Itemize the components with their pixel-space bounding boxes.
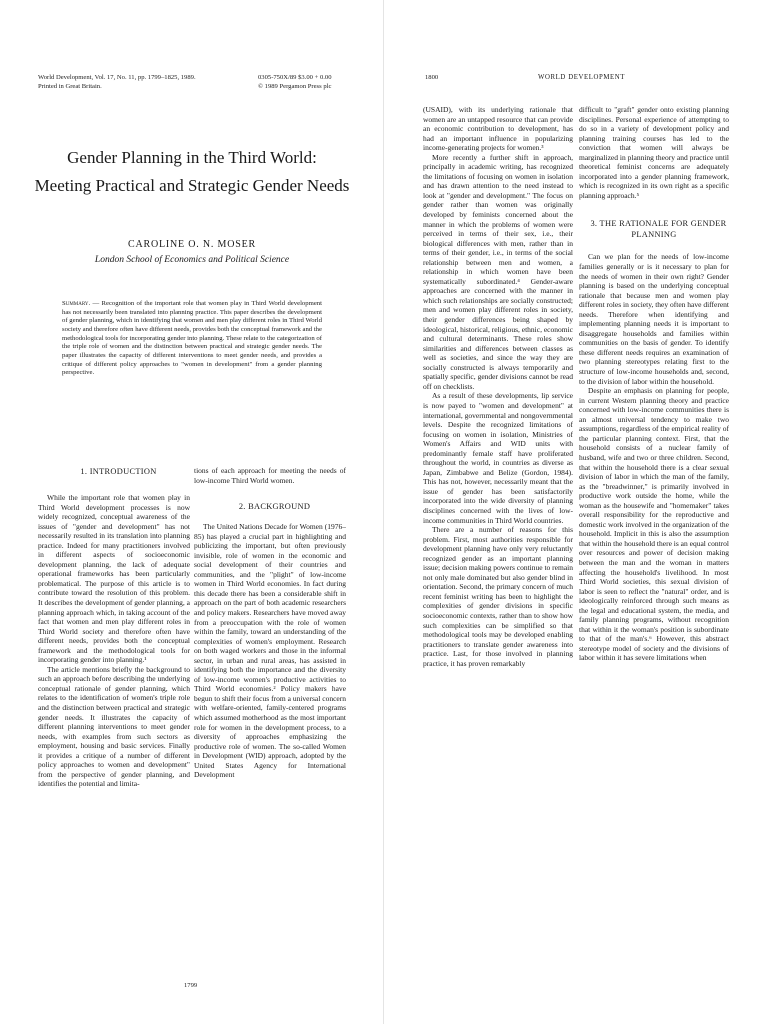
page-number: 1800 — [425, 74, 439, 81]
right-column-1 — [423, 105, 573, 985]
running-title: WORLD DEVELOPMENT — [538, 74, 626, 81]
paragraph-continuation: tions of each approach for meeting the needs of low-income Third World women. — [194, 466, 346, 485]
section-heading-background: 2. BACKGROUND — [238, 502, 311, 512]
right-column-2 — [579, 105, 729, 985]
paragraph: The United Nations Decade for Women (1976–85) has played a crucial part in highlighting and publicizing the important, but often previously invisible, role of women in the economic and social development of their countries and communities, and the "plight" of low-income women in Third World economies. In fact during this decade there has been a considerable shift in approach on the part of both academic researchers and policy makers. Researchers have moved away from a preoccupation with the role of women within the family, toward an understanding of the complexities of women's employment. Research on both waged workers and those in the informal sector, in urban and rural areas, has assisted in identifying both the importance and the diversity of low-income women's productive activities to Third World economies.² Policy makers have begun to shift their focus from a universal concern with welfare-oriented, family-centered programs which assumed motherhood as the most important role for women in the development process, to a diversity of approaches emphasizing the productive role of women. The so-called Women in Development (WID) approach, adopted by the United States Agency for International Development — [194, 522, 346, 780]
paragraph: More recently a further shift in approach, principally in academic writing, has recognized the limitations of focusing on women in isolation and has drawn attention to the need instead to look at "gender and development." The focus on gender rather than women was originally developed by feminists concerned about the manner in which the problems of women were perceived in terms of their sex, i.e., their biological differences with men, rather than in terms of their gender, i.e., in terms of the social relationship between men and women, a relationship in which women have been systematically subordinated.⁴ Gender-aware approaches are concerned with the manner in which such relationships are socially constructed; men and women play different roles in society, their gender differences being shaped by ideological, historical, religious, ethnic, economic and cultural determinants. These roles show similarities and differences between classes as well as societies, and since the way they are socially constructed is always temporarily and spatially specific, gender divisions cannot be read off on checklists. — [423, 152, 573, 391]
printed-line: Printed in Great Britain. — [38, 83, 102, 90]
left-column-1 — [38, 466, 190, 971]
section-heading-line: PLANNING — [631, 230, 677, 240]
paragraph: As a result of these developments, lip service is now payed to "women and development" at international, governmental and nongovernmental levels. Despite the recognized limitations of focusing on women in isolation, Ministries of Women's Affairs and WID units with predominantly female staff have proliferated throughout the world, in countries as diverse as Japan, Zimbabwe and Belize (Gordon, 1984). This has not, however, necessarily meant that the issue of gender has been satisfactorily incorporated into the wide diversity of planning disciplines concerned with the lives of low-income communities in Third World countries. — [423, 391, 573, 525]
section-heading-introduction: 1. INTRODUCTION — [80, 467, 157, 476]
title-line-1: Gender Planning in the Third World: — [67, 148, 317, 167]
article-title — [30, 144, 354, 200]
left-column-2 — [194, 466, 346, 971]
copyright-line: © 1989 Pergamon Press plc — [258, 83, 332, 90]
summary-abstract — [62, 300, 322, 396]
section-heading-rationale — [579, 218, 729, 240]
price-line: 0305-750X/89 $3.00 + 0.00 — [258, 74, 332, 81]
section-heading-line: 3. THE RATIONALE FOR GENDER — [590, 219, 727, 229]
right-page — [384, 0, 768, 1024]
paragraph: Can we plan for the needs of low-income families generally or is it necessary to plan for the needs of women in their own right? Gender planning is based on the underlying conceptual rationale that because men and women play different roles in society, they often have different needs. Therefore when identifying and implementing planning needs it is important to disaggregate households and families within communities on the basis of gender. To identify these different needs requires an examination of two planning stereotypes relating first to the structure of low-income households and, second, to the division of labor within the household. — [579, 252, 729, 386]
author-affiliation: London School of Economics and Political Science — [94, 255, 290, 265]
paragraph: While the important role that women play in Third World development processes is now widely recognized, conceptual awareness of the issues of "gender and development" has not necessarily resulted in its translation into planning practice. Indeed for many practitioners involved in different aspects of socioeconomic development planning, the lack of adequate operational frameworks has been particularly problematical. The purpose of this article is to contribute toward the resolution of this problem. It describes the development of gender planning, a planning approach which, in taking account of the fact that women and men play different roles in Third World society and therefore often have different needs, provides both the conceptual framework and the methodological tools for incorporating gender into planning.¹ — [38, 493, 190, 665]
summary-text: — Recognition of the important role that women play in Third World development has not necessarily been translated into planning practice. This paper describes the development of gender planning, which in identifying that women and men play different roles in Third World society and therefore often have different needs, provides both the conceptual framework and the methodological tools for incorporating gender into planning. These relate to the categorization of the triple role of women and the distinction between practical and strategic gender needs. The paper illustrates the capacity of different interventions to meet gender needs, and provides a critique of different policy approaches to "women in development" from a gender planning perspective. — [62, 300, 322, 377]
journal-line: World Development, Vol. 17, No. 11, pp. 1799–1825, 1989. — [38, 74, 196, 81]
page-number: 1799 — [184, 982, 198, 989]
title-line-2: Meeting Practical and Strategic Gender Needs — [34, 176, 350, 195]
paragraph-continuation: difficult to "graft" gender onto existing planning disciplines. Personal experience of attempting to do so in a variety of development policy and planning training courses has led to the conviction that women will always be marginalized in planning theory and practice until theoretical feminist concerns are adequately incorporated into a gender planning framework, which is recognized in its own right as a specific planning approach.⁵ — [579, 105, 729, 200]
journal-citation — [38, 73, 196, 91]
summary-label: Summary. — [62, 300, 91, 307]
paragraph: Despite an emphasis on planning for people, in current Western planning theory and practice concerned with low-income communities there is an almost universal tendency to make two assumptions, regardless of the empirical reality of the particular planning context. First, that the household consists of a nuclear family of husband, wife and two or three children. Second, that within the household there is a clear sexual division of labor in which the man of the family, as the "breadwinner," is primarily involved in productive work outside the home, while the woman as the housewife and "homemaker" takes overall responsibility for the reproductive and domestic work involved in the organization of the household. Implicit in this is also the assumption that within the household there is an equal control over resources and power of decision making between the man and the woman in matters affecting the household's livelihood. In most Third World societies, this sexual division of labor is seen to reflect the "natural" order, and is ideologically reinforced through such means as the legal and educational system, the media, and family planning programs, without recognition that within it the woman's position is subordinate to that of the man's.⁶ However, this abstract stereotype model of society and the divisions of labor within it has severe limitations when — [579, 386, 729, 663]
price-info — [258, 73, 332, 91]
paragraph-continuation: (USAID), with its underlying rationale that women are an untapped resource that can provide an economic contribution to development, has had an important influence in popularizing income-generating projects for women.³ — [423, 105, 573, 153]
author-name: CAROLINE O. N. MOSER — [128, 239, 256, 250]
paragraph: The article mentions briefly the background to such an approach before describing the underlying conceptual rationale of gender planning, which relates to the identification of women's triple role and the distinction between practical and strategic gender needs. It illustrates the capacity of different planning interventions to meet gender needs, with examples from such sectors as employment, housing and basic services. Finally it provides a critique of a number of different policy approaches to women and development" from the perspective of gender planning, and identifies the potential and limita- — [38, 664, 190, 789]
paragraph: There are a number of reasons for this problem. First, most authorities responsible for development planning have only very reluctantly recognized gender as an important planning issue; decision making powers continue to remain not only male dominated but also gender blind in orientation. Second, the primary concern of much recent feminist writing has been to highlight the complexities of gender divisions in specific socioeconomic contexts, rather than to show how such complexities can be simplified so that methodological tools may be developed enabling practitioners to translate gender awareness into practice. Last, for those involved in planning practice, it has proven remarkably — [423, 525, 573, 668]
